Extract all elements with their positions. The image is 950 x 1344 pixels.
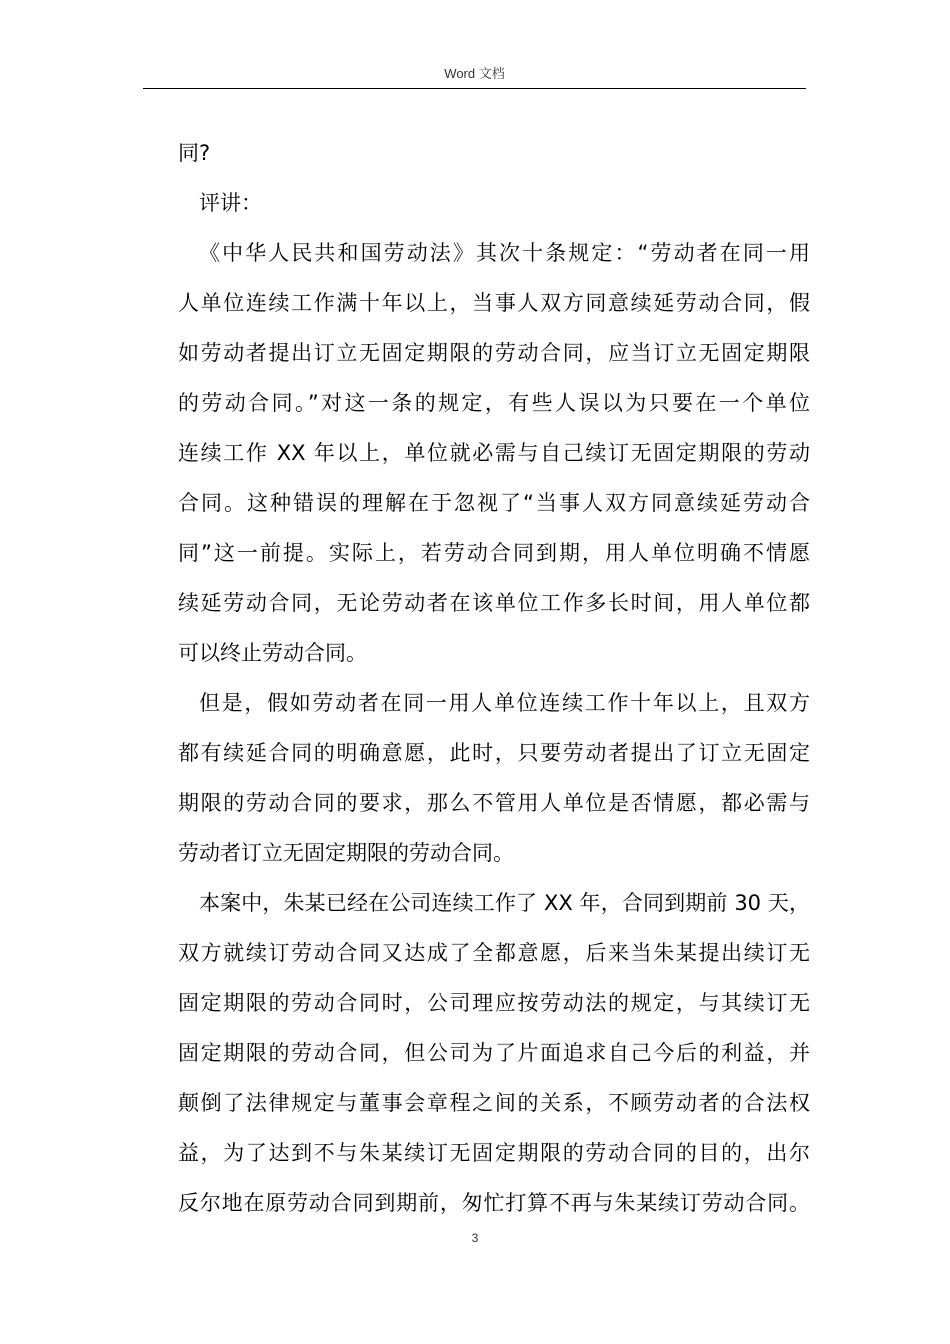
document-body xyxy=(178,128,810,1228)
body-line: 同”这一前提。实际上，若劳动合同到期，用人单位明确不情愿 xyxy=(178,541,810,565)
body-line: 颠倒了法律规定与董事会章程之间的关系，不顾劳动者的合法权 xyxy=(178,1091,810,1115)
body-line: 双方就续订劳动合同又达成了全都意愿，后来当朱某提出续订无 xyxy=(178,941,810,965)
body-line: 本案中，朱某已经在公司连续工作了 XX 年，合同到期前 30 天， xyxy=(199,891,810,915)
body-line: 期限的劳动合同的要求，那么不管用人单位是否情愿，都必需与 xyxy=(178,791,810,815)
body-line: 但是，假如劳动者在同一用人单位连续工作十年以上，且双方 xyxy=(199,691,810,715)
body-line: 人单位连续工作满十年以上，当事人双方同意续延劳动合同，假 xyxy=(178,291,810,315)
header-divider xyxy=(143,88,806,89)
body-line: 益，为了达到不与朱某续订无固定期限的劳动合同的目的，出尔 xyxy=(178,1141,810,1165)
body-line: 同? xyxy=(178,141,211,165)
body-line: 固定期限的劳动合同，但公司为了片面追求自己今后的利益，并 xyxy=(178,1041,810,1065)
body-line: 劳动者订立无固定期限的劳动合同。 xyxy=(178,841,514,865)
body-line: 评讲： xyxy=(199,191,262,215)
body-line: 合同。这种错误的理解在于忽视了“当事人双方同意续延劳动合 xyxy=(178,491,810,515)
body-line: 可以终止劳动合同。 xyxy=(178,641,367,665)
page-header: Word 文档 xyxy=(444,66,505,81)
body-line: 反尔地在原劳动合同到期前，匆忙打算不再与朱某续订劳动合同。 xyxy=(178,1191,810,1215)
body-line: 都有续延合同的明确意愿，此时，只要劳动者提出了订立无固定 xyxy=(178,741,810,765)
body-line: 续延劳动合同，无论劳动者在该单位工作多长时间，用人单位都 xyxy=(178,591,810,615)
body-line: 如劳动者提出订立无固定期限的劳动合同，应当订立无固定期限 xyxy=(178,341,810,365)
body-line: 连续工作 XX 年以上，单位就必需与自己续订无固定期限的劳动 xyxy=(178,441,810,465)
page-number: 3 xyxy=(471,1231,479,1245)
body-line: 《中华人民共和国劳动法》其次十条规定：“劳动者在同一用 xyxy=(199,241,810,265)
body-line: 固定期限的劳动合同时，公司理应按劳动法的规定，与其续订无 xyxy=(178,991,810,1015)
body-line: 的劳动合同。”对这一条的规定，有些人误以为只要在一个单位 xyxy=(178,391,810,415)
